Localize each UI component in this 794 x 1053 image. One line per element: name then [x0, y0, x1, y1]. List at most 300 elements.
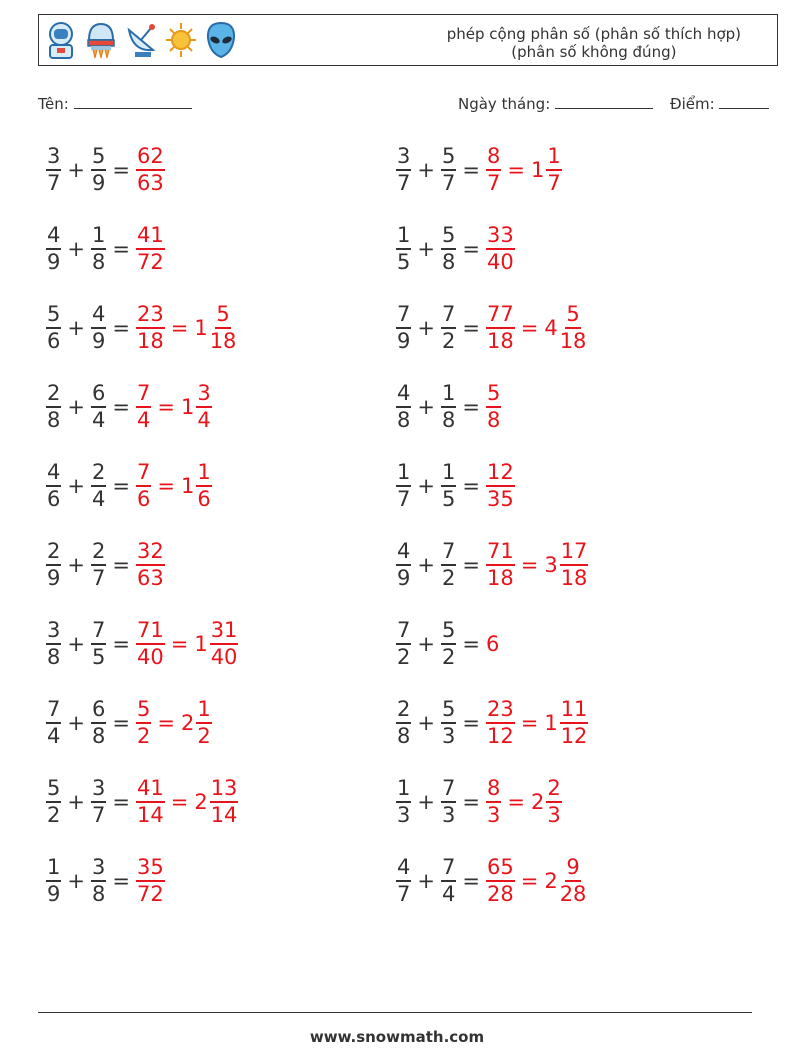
- answer-fraction: [486, 539, 515, 591]
- mixed-numerator: 2: [546, 776, 561, 803]
- score-label: Điểm:: [670, 95, 715, 113]
- addend-a: [46, 776, 61, 828]
- mixed-whole: 1: [180, 395, 195, 419]
- answer-fraction-denominator: 63: [136, 171, 164, 195]
- addend-a-denominator: 7: [397, 171, 411, 195]
- answer-fraction-denominator: 35: [486, 487, 514, 511]
- addend-a-numerator: 2: [46, 539, 61, 566]
- addend-b-denominator: 8: [441, 250, 456, 274]
- plus-sign: +: [67, 158, 85, 182]
- equals-sign: =: [112, 790, 130, 814]
- plus-sign: +: [417, 869, 435, 893]
- problem-item: [46, 144, 165, 196]
- answer-fraction-denominator: 28: [486, 882, 514, 906]
- addend-b-denominator: 4: [91, 408, 106, 432]
- addend-b-denominator: 7: [91, 803, 106, 827]
- addend-a: [396, 855, 411, 907]
- addend-b-numerator: 2: [91, 539, 106, 566]
- answer-fraction-numerator: 35: [136, 855, 165, 882]
- mixed-fraction: [560, 855, 587, 907]
- problem-item: [46, 697, 212, 749]
- alien-icon: [203, 20, 239, 60]
- mixed-denominator: 18: [560, 566, 588, 590]
- answer-fraction: [486, 460, 515, 512]
- addend-b: [441, 697, 456, 749]
- sun-icon: [163, 20, 199, 60]
- answer-fraction: [486, 776, 501, 828]
- mixed-fraction: [560, 302, 587, 354]
- satellite-dish-icon: [123, 20, 159, 60]
- problem-item: [396, 618, 499, 670]
- plus-sign: +: [417, 474, 435, 498]
- mixed-whole: 2: [194, 790, 208, 814]
- answer-fraction-denominator: 18: [486, 566, 514, 590]
- problem-item: [396, 539, 588, 591]
- addend-b-denominator: 7: [91, 566, 106, 590]
- plus-sign: +: [67, 869, 85, 893]
- addend-a-denominator: 4: [47, 724, 61, 748]
- addend-a: [46, 697, 61, 749]
- addend-a: [46, 223, 61, 275]
- answer-fraction: [136, 855, 165, 907]
- equals-sign: =: [112, 395, 130, 419]
- addend-b-denominator: 8: [441, 408, 456, 432]
- addend-b-numerator: 5: [441, 697, 456, 724]
- mixed-denominator: 12: [560, 724, 588, 748]
- addend-b-denominator: 8: [91, 250, 106, 274]
- addend-a: [396, 776, 411, 828]
- name-label: Tên:: [38, 95, 69, 113]
- addend-a-numerator: 3: [46, 144, 61, 171]
- addend-a-numerator: 2: [396, 697, 411, 724]
- mixed-numerator: 13: [210, 776, 239, 803]
- problem-item: [46, 539, 165, 591]
- addend-a-denominator: 2: [47, 803, 61, 827]
- addend-b-numerator: 2: [91, 460, 106, 487]
- addend-b-numerator: 7: [441, 302, 456, 329]
- problem-item: [46, 460, 212, 512]
- addend-b-numerator: 7: [441, 539, 456, 566]
- mixed-denominator: 40: [210, 645, 238, 669]
- addend-a-numerator: 1: [396, 223, 411, 250]
- equals-sign: =: [112, 632, 130, 656]
- addend-a: [396, 460, 411, 512]
- mixed-equals-sign: =: [157, 711, 175, 735]
- mixed-whole: 1: [544, 711, 558, 735]
- equals-sign: =: [112, 316, 130, 340]
- problem-item: [46, 381, 212, 433]
- plus-sign: +: [417, 553, 435, 577]
- mixed-equals-sign: =: [520, 316, 539, 340]
- answer-fraction: [486, 855, 515, 907]
- mixed-numerator: 9: [565, 855, 580, 882]
- mixed-numerator: 17: [560, 539, 589, 566]
- mixed-fraction: [560, 539, 589, 591]
- addend-a-numerator: 4: [396, 381, 411, 408]
- addend-b: [91, 144, 106, 196]
- mixed-fraction: [546, 776, 561, 828]
- answer-fraction-denominator: 8: [486, 408, 501, 432]
- equals-sign: =: [462, 869, 480, 893]
- addend-b: [441, 302, 456, 354]
- worksheet-header: [38, 14, 778, 66]
- answer-fraction-numerator: 41: [136, 223, 165, 250]
- mixed-denominator: 28: [559, 882, 587, 906]
- answer-fraction-denominator: 40: [486, 250, 514, 274]
- answer-fraction: [136, 302, 165, 354]
- mixed-fraction: [210, 618, 239, 670]
- mixed-fraction: [196, 460, 211, 512]
- addend-b-denominator: 2: [441, 566, 456, 590]
- answer-fraction-denominator: 2: [136, 724, 151, 748]
- worksheet-title: [447, 25, 741, 61]
- addend-b-numerator: 1: [91, 223, 106, 250]
- addend-a: [46, 144, 61, 196]
- problem-item: [46, 223, 165, 275]
- equals-sign: =: [462, 316, 480, 340]
- addend-b: [441, 776, 456, 828]
- addend-a-numerator: 4: [46, 460, 61, 487]
- mixed-whole: 2: [180, 711, 195, 735]
- answer-fraction-denominator: 12: [486, 724, 514, 748]
- addend-b-denominator: 2: [441, 329, 456, 353]
- equals-sign: =: [462, 237, 480, 261]
- plus-sign: +: [417, 632, 435, 656]
- plus-sign: +: [67, 711, 85, 735]
- mixed-denominator: 2: [197, 724, 211, 748]
- answer-fraction-denominator: 14: [136, 803, 164, 827]
- addend-b-denominator: 4: [91, 487, 106, 511]
- plus-sign: +: [417, 237, 435, 261]
- mixed-denominator: 18: [559, 329, 587, 353]
- addend-a-numerator: 2: [46, 381, 61, 408]
- problem-item: [396, 223, 515, 275]
- equals-sign: =: [462, 790, 480, 814]
- mixed-equals-sign: =: [507, 790, 525, 814]
- mixed-equals-sign: =: [170, 632, 189, 656]
- addend-b: [441, 381, 456, 433]
- addend-a: [396, 618, 411, 670]
- answer-fraction-denominator: 72: [136, 250, 164, 274]
- answer-fraction-denominator: 4: [136, 408, 151, 432]
- mixed-denominator: 14: [210, 803, 238, 827]
- answer-fraction-denominator: 40: [136, 645, 164, 669]
- addend-a-denominator: 9: [47, 566, 61, 590]
- addend-b-denominator: 5: [441, 487, 456, 511]
- answer-fraction-numerator: 71: [136, 618, 165, 645]
- answer-fraction: [136, 697, 151, 749]
- name-blank[interactable]: [74, 94, 192, 109]
- mixed-denominator: 7: [547, 171, 561, 195]
- mixed-denominator: 18: [209, 329, 237, 353]
- addend-a-denominator: 5: [397, 250, 411, 274]
- answer-fraction-numerator: 8: [486, 776, 501, 803]
- answer-fraction-denominator: 63: [136, 566, 164, 590]
- addend-a-denominator: 2: [397, 645, 411, 669]
- equals-sign: =: [112, 158, 130, 182]
- plus-sign: +: [417, 711, 435, 735]
- answer-fraction-denominator: 18: [136, 329, 164, 353]
- answer-fraction: [486, 144, 501, 196]
- answer-fraction-numerator: 23: [486, 697, 515, 724]
- mixed-denominator: 6: [197, 487, 211, 511]
- addend-a-numerator: 3: [396, 144, 411, 171]
- problem-item: [396, 381, 501, 433]
- plus-sign: +: [67, 553, 85, 577]
- mixed-whole: 1: [180, 474, 195, 498]
- addend-b: [441, 460, 456, 512]
- mixed-numerator: 5: [565, 302, 580, 329]
- addend-b: [91, 697, 106, 749]
- answer-fraction-numerator: 62: [136, 144, 165, 171]
- equals-sign: =: [112, 553, 130, 577]
- problem-item: [46, 618, 238, 670]
- answer-fraction-numerator: 7: [136, 460, 151, 487]
- addend-a: [46, 855, 61, 907]
- addend-a: [396, 223, 411, 275]
- addend-b-denominator: 3: [441, 724, 456, 748]
- addend-a-denominator: 9: [397, 329, 411, 353]
- title-line-1: phép cộng phân số (phân số thích hợp): [446, 25, 741, 43]
- addend-b: [91, 460, 106, 512]
- answer-fraction-numerator: 77: [486, 302, 515, 329]
- addend-b: [91, 539, 106, 591]
- title-line-2: (phân số không đúng): [511, 43, 677, 61]
- addend-a-numerator: 4: [46, 223, 61, 250]
- equals-sign: =: [112, 474, 130, 498]
- addend-a-numerator: 1: [46, 855, 61, 882]
- equals-sign: =: [462, 474, 480, 498]
- problem-item: [396, 776, 562, 828]
- addend-b-numerator: 5: [441, 144, 456, 171]
- mixed-whole: 2: [530, 790, 545, 814]
- addend-b-denominator: 7: [441, 171, 456, 195]
- addend-a-denominator: 7: [397, 487, 411, 511]
- answer-fraction-numerator: 8: [486, 144, 501, 171]
- date-blank[interactable]: [555, 94, 653, 109]
- answer-fraction-numerator: 33: [486, 223, 515, 250]
- mixed-denominator: 3: [547, 803, 561, 827]
- answer-whole: 6: [485, 632, 500, 656]
- answer-fraction-denominator: 6: [136, 487, 151, 511]
- addend-a-numerator: 4: [396, 539, 411, 566]
- addend-a-denominator: 6: [47, 329, 61, 353]
- problem-item: [46, 776, 238, 828]
- answer-fraction-numerator: 41: [136, 776, 165, 803]
- addend-b-numerator: 4: [91, 302, 106, 329]
- mixed-numerator: 3: [196, 381, 211, 408]
- addend-a-numerator: 7: [46, 697, 61, 724]
- mixed-denominator: 4: [197, 408, 211, 432]
- answer-fraction-denominator: 18: [486, 329, 514, 353]
- plus-sign: +: [67, 316, 85, 340]
- addend-a-numerator: 1: [396, 460, 411, 487]
- addend-a-denominator: 9: [47, 250, 61, 274]
- addend-b: [441, 223, 456, 275]
- addend-b-denominator: 8: [91, 724, 106, 748]
- equals-sign: =: [462, 395, 480, 419]
- addend-b-denominator: 3: [441, 803, 456, 827]
- addend-b-numerator: 1: [441, 460, 456, 487]
- mixed-equals-sign: =: [157, 474, 175, 498]
- addend-a-numerator: 4: [396, 855, 411, 882]
- addend-b-numerator: 5: [441, 223, 456, 250]
- mixed-whole: 1: [194, 632, 208, 656]
- mixed-fraction: [560, 697, 589, 749]
- mixed-fraction: [546, 144, 561, 196]
- score-blank[interactable]: [719, 94, 769, 109]
- addend-a: [396, 697, 411, 749]
- answer-fraction-numerator: 7: [136, 381, 151, 408]
- answer-fraction-numerator: 5: [486, 381, 501, 408]
- problem-item: [396, 460, 515, 512]
- addend-a-numerator: 1: [396, 776, 411, 803]
- answer-fraction: [486, 223, 515, 275]
- problem-item: [396, 855, 586, 907]
- mixed-numerator: 1: [196, 697, 211, 724]
- mixed-equals-sign: =: [520, 711, 539, 735]
- answer-fraction: [136, 539, 165, 591]
- addend-b-denominator: 5: [91, 645, 106, 669]
- addend-b-numerator: 6: [91, 697, 106, 724]
- addend-a-denominator: 8: [47, 645, 61, 669]
- equals-sign: =: [112, 711, 130, 735]
- addend-b-numerator: 7: [91, 618, 106, 645]
- answer-fraction-denominator: 72: [136, 882, 164, 906]
- equals-sign: =: [112, 237, 130, 261]
- mixed-numerator: 1: [196, 460, 211, 487]
- addend-a-numerator: 3: [46, 618, 61, 645]
- addend-b-numerator: 6: [91, 381, 106, 408]
- addend-b: [91, 618, 106, 670]
- date-field: [458, 94, 653, 113]
- answer-fraction-numerator: 71: [486, 539, 515, 566]
- addend-a: [46, 381, 61, 433]
- footer-url: www.snowmath.com: [309, 1028, 485, 1046]
- mixed-equals-sign: =: [520, 553, 539, 577]
- addend-a: [396, 539, 411, 591]
- answer-fraction: [136, 144, 165, 196]
- plus-sign: +: [67, 632, 85, 656]
- mixed-numerator: 31: [210, 618, 239, 645]
- addend-b-denominator: 9: [91, 329, 106, 353]
- addend-b-denominator: 8: [91, 882, 106, 906]
- addend-b-numerator: 3: [91, 855, 106, 882]
- mixed-equals-sign: =: [170, 316, 189, 340]
- mixed-whole: 1: [194, 316, 208, 340]
- addend-a-numerator: 5: [46, 776, 61, 803]
- plus-sign: +: [67, 395, 85, 419]
- equals-sign: =: [462, 632, 480, 656]
- equals-sign: =: [112, 869, 130, 893]
- addend-a-denominator: 8: [397, 724, 411, 748]
- addend-a-numerator: 7: [396, 302, 411, 329]
- plus-sign: +: [417, 158, 435, 182]
- answer-fraction: [486, 381, 501, 433]
- equals-sign: =: [462, 553, 480, 577]
- mixed-whole: 4: [544, 316, 558, 340]
- mixed-whole: 2: [544, 869, 558, 893]
- problem-item: [396, 697, 588, 749]
- header-icons: [43, 17, 239, 63]
- plus-sign: +: [417, 790, 435, 814]
- footer-divider: [38, 1012, 752, 1013]
- mixed-numerator: 5: [215, 302, 230, 329]
- mixed-fraction: [210, 776, 239, 828]
- addend-a: [396, 144, 411, 196]
- plus-sign: +: [417, 316, 435, 340]
- answer-fraction: [136, 381, 151, 433]
- addend-b-numerator: 3: [91, 776, 106, 803]
- mixed-equals-sign: =: [157, 395, 175, 419]
- addend-a: [46, 618, 61, 670]
- addend-b-numerator: 7: [441, 855, 456, 882]
- answer-fraction: [136, 460, 151, 512]
- problem-item: [46, 302, 236, 354]
- addend-a-numerator: 5: [46, 302, 61, 329]
- addend-a-numerator: 7: [396, 618, 411, 645]
- addend-b: [91, 381, 106, 433]
- addend-a: [46, 302, 61, 354]
- addend-b-numerator: 5: [441, 618, 456, 645]
- addend-b: [91, 302, 106, 354]
- addend-a: [46, 460, 61, 512]
- addend-b: [441, 618, 456, 670]
- mixed-equals-sign: =: [520, 869, 539, 893]
- answer-fraction: [136, 223, 165, 275]
- mixed-numerator: 11: [560, 697, 589, 724]
- equals-sign: =: [462, 711, 480, 735]
- answer-fraction: [136, 618, 165, 670]
- mixed-fraction: [196, 697, 211, 749]
- plus-sign: +: [67, 790, 85, 814]
- equals-sign: =: [462, 158, 480, 182]
- mixed-whole: 1: [530, 158, 545, 182]
- plus-sign: +: [417, 395, 435, 419]
- addend-b-numerator: 1: [441, 381, 456, 408]
- addend-a-denominator: 7: [397, 882, 411, 906]
- addend-a-denominator: 9: [47, 882, 61, 906]
- addend-b-numerator: 5: [91, 144, 106, 171]
- addend-b: [441, 855, 456, 907]
- answer-fraction: [136, 776, 165, 828]
- addend-b: [441, 144, 456, 196]
- addend-a: [46, 539, 61, 591]
- plus-sign: +: [67, 474, 85, 498]
- mixed-fraction: [210, 302, 237, 354]
- addend-a-denominator: 6: [47, 487, 61, 511]
- addend-a-denominator: 8: [397, 408, 411, 432]
- astronaut-icon: [43, 20, 79, 60]
- addend-a: [396, 302, 411, 354]
- addend-b: [441, 539, 456, 591]
- answer-fraction: [486, 302, 515, 354]
- rocket-icon: [83, 20, 119, 60]
- answer-fraction-denominator: 7: [486, 171, 501, 195]
- addend-a-denominator: 7: [47, 171, 61, 195]
- addend-a-denominator: 9: [397, 566, 411, 590]
- answer-fraction-denominator: 3: [486, 803, 501, 827]
- mixed-numerator: 1: [546, 144, 561, 171]
- mixed-whole: 3: [544, 553, 558, 577]
- addend-a-denominator: 3: [397, 803, 411, 827]
- addend-b-denominator: 4: [441, 882, 456, 906]
- addend-a-denominator: 8: [47, 408, 61, 432]
- name-field: [38, 94, 192, 113]
- plus-sign: +: [67, 237, 85, 261]
- addend-b: [91, 776, 106, 828]
- addend-a: [396, 381, 411, 433]
